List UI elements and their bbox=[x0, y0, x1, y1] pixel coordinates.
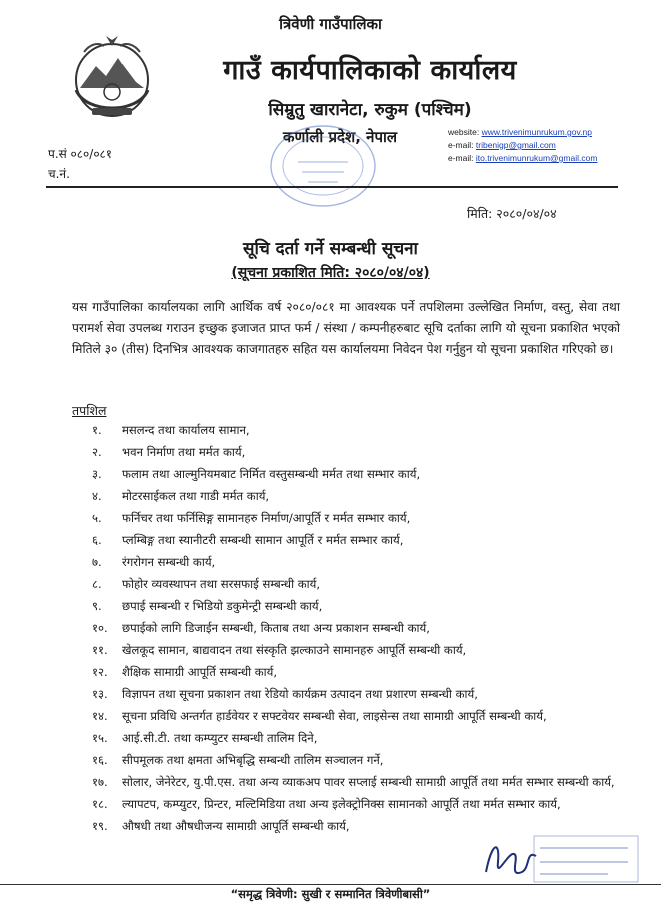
list-item-number: ९. bbox=[92, 599, 102, 613]
list-item bbox=[92, 620, 622, 638]
footer-divider bbox=[0, 884, 661, 885]
list-item bbox=[92, 554, 622, 572]
office-stamp-icon bbox=[268, 122, 378, 210]
notice-subtitle bbox=[0, 263, 661, 282]
website-label: website: bbox=[448, 127, 480, 137]
email-label: e-mail: bbox=[448, 140, 474, 150]
list-item-text: मसलन्द तथा कार्यालय सामान, bbox=[122, 423, 250, 437]
office-name: गाउँ कार्यपालिकाको कार्यालय bbox=[223, 55, 517, 86]
list-item bbox=[92, 576, 622, 594]
list-item bbox=[92, 708, 622, 726]
list-item-number: ११. bbox=[92, 643, 108, 657]
list-item-number: १५. bbox=[92, 731, 108, 745]
list-item-text: सोलार, जेनेरेटर, यु.पी.एस. तथा अन्य व्याकअप पावर सप्लाई सम्बन्धी सामाग्री आपूर्ति तथा मर्मत सम्भार सम्बन्धी कार्य, bbox=[122, 775, 615, 789]
list-item bbox=[92, 730, 622, 748]
list-item bbox=[92, 686, 622, 704]
list-item-number: १८. bbox=[92, 797, 108, 811]
list-item bbox=[92, 642, 622, 660]
list-item bbox=[92, 488, 622, 506]
list-item bbox=[92, 466, 622, 484]
nepal-emblem-icon bbox=[66, 30, 158, 122]
list-item bbox=[92, 796, 622, 814]
list-item-text: औषधी तथा औषधीजन्य सामाग्री आपूर्ति सम्बन्धी कार्य, bbox=[122, 819, 350, 833]
website-line bbox=[448, 127, 592, 137]
list-item bbox=[92, 598, 622, 616]
list-item-number: १३. bbox=[92, 687, 108, 701]
list-item-text: प्लम्बिङ्ग तथा स्यानीटरी सम्बन्धी सामान आपूर्ति र मर्मत सम्भार कार्य, bbox=[122, 533, 404, 547]
office-address: सिम्रुतु खारानेटा, रुकुम (पश्चिम) bbox=[268, 100, 472, 120]
list-item bbox=[92, 422, 622, 440]
list-item-text: आई.सी.टी. तथा कम्प्युटर सम्बन्धी तालिम दिने, bbox=[122, 731, 318, 745]
list-item-text: ल्यापटप, कम्प्युटर, प्रिन्टर, मल्टिमिडिया तथा अन्य इलेक्ट्रोनिक्स सामानको आपूर्ति तथा मर्मत सम्भार कार्य, bbox=[122, 797, 561, 811]
signature-icon bbox=[478, 832, 643, 892]
list-item-text: फोहोर व्यवस्थापन तथा सरसफाई सम्बन्धी कार्य, bbox=[122, 577, 321, 591]
list-item bbox=[92, 664, 622, 682]
list-item-number: २. bbox=[92, 445, 102, 459]
province-name: कर्णाली प्रदेश, नेपाल bbox=[282, 128, 398, 146]
list-item-text: सीपमूलक तथा क्षमता अभिबृद्धि सम्बन्धी तालिम सञ्चालन गर्ने, bbox=[122, 753, 384, 767]
list-heading: तपशिल bbox=[72, 403, 107, 418]
website-link[interactable]: www.trivenimunrukum.gov.np bbox=[481, 127, 592, 137]
list-item bbox=[92, 510, 622, 528]
list-item-text: छपाई सम्बन्धी र भिडियो डकुमेन्ट्री सम्बन्धी कार्य, bbox=[122, 599, 323, 613]
list-item-number: १७. bbox=[92, 775, 108, 789]
item-list bbox=[92, 422, 622, 840]
list-item-number: १४. bbox=[92, 709, 108, 723]
list-item-text: शैक्षिक सामाग्री आपूर्ति सम्बन्धी कार्य, bbox=[122, 665, 278, 679]
list-item-number: ५. bbox=[92, 511, 102, 525]
reference-number: प.सं ०८०/०८१ bbox=[48, 147, 113, 161]
list-item-number: ३. bbox=[92, 467, 102, 481]
email-link-1[interactable]: tribenigp@gmail.com bbox=[475, 140, 556, 150]
notice-title: सूचि दर्ता गर्ने सम्बन्धी सूचना bbox=[243, 239, 418, 259]
date-line: मिति: २०८०/०४/०४ bbox=[467, 206, 557, 221]
list-item-text: रंगरोगन सम्बन्धी कार्य, bbox=[122, 555, 216, 569]
list-item-number: १०. bbox=[92, 621, 108, 635]
list-item-text: विज्ञापन तथा सूचना प्रकाशन तथा रेडियो कार्यक्रम उत्पादन तथा प्रशारण सम्बन्धी कार्य, bbox=[122, 687, 478, 701]
list-item-number: १. bbox=[92, 423, 102, 437]
email-label: e-mail: bbox=[448, 153, 474, 163]
list-item-number: १२. bbox=[92, 665, 108, 679]
email-line-1 bbox=[448, 140, 556, 150]
email-line-2 bbox=[448, 153, 597, 163]
list-item-text: मोटरसाईकल तथा गाडी मर्मत कार्य, bbox=[122, 489, 270, 503]
list-item bbox=[92, 532, 622, 550]
list-item-number: ६. bbox=[92, 533, 102, 547]
list-item-number: १६. bbox=[92, 753, 108, 767]
list-item-number: १९. bbox=[92, 819, 108, 833]
list-item-text: खेलकूद सामान, बाद्यवादन तथा संस्कृति झल्काउने सामानहरु आपूर्ति सम्बन्धी कार्य, bbox=[122, 643, 467, 657]
list-item-number: ७. bbox=[92, 555, 102, 569]
list-item-number: ४. bbox=[92, 489, 102, 503]
list-item-text: छपाईको लागि डिजाईन सम्बन्धी, किताब तथा अन्य प्रकाशन सम्बन्धी कार्य, bbox=[122, 621, 430, 635]
list-item bbox=[92, 444, 622, 462]
list-item-text: भवन निर्माण तथा मर्मत कार्य, bbox=[122, 445, 246, 459]
list-item-text: फर्निचर तथा फर्निसिङ्ग सामानहरु निर्माण/आपूर्ति र मर्मत सम्भार कार्य, bbox=[122, 511, 411, 525]
list-item-text: फलाम तथा आल्मुनियमबाट निर्मित वस्तुसम्बन्धी मर्मत तथा सम्भार कार्य, bbox=[122, 467, 421, 481]
municipality-name: त्रिवेणी गाउँपालिका bbox=[279, 15, 382, 33]
header-divider bbox=[46, 186, 618, 188]
notice-body: यस गाउँपालिका कार्यालयका लागि आर्थिक वर्ष २०८०/०८१ मा आवश्यक पर्ने तपशिलमा उल्लेखित निर्माण, वस्तु, सेवा तथा परामर्श सेवा उपलब्ध गराउन इच्छुक इजाजत प्राप्त फर्म / संस्था / कम्पनीहरुबाट सूचि दर्ताका लागि यो सूचना प्रकाशित भएको मितिले ३० (तीस) दिनभित्र आवश्यक काजगातहरु सहित यस कार्यालयमा निवेदन पेश गर्नुहुन यो सूचना प्रकाशित गरिएको छ। bbox=[72, 300, 620, 356]
email-link-2[interactable]: ito.trivenimunrukum@gmail.com bbox=[475, 153, 598, 163]
list-item-number: ८. bbox=[92, 577, 102, 591]
notice-publish-date: (सूचना प्रकाशित मिति: २०८०/०४/०४) bbox=[231, 265, 430, 281]
footer-slogan: “समृद्ध त्रिवेणी: सुखी र सम्मानित त्रिवेणीबासी” bbox=[230, 887, 431, 901]
list-item-text: सूचना प्रविधि अन्तर्गत हार्डवेयर र सफ्टवेयर सम्बन्धी सेवा, लाइसेन्स तथा सामाग्री आपूर्ति सम्बन्धी कार्य, bbox=[122, 709, 547, 723]
list-item bbox=[92, 752, 622, 770]
dispatch-number: च.नं. bbox=[48, 167, 70, 181]
list-item bbox=[92, 774, 622, 792]
